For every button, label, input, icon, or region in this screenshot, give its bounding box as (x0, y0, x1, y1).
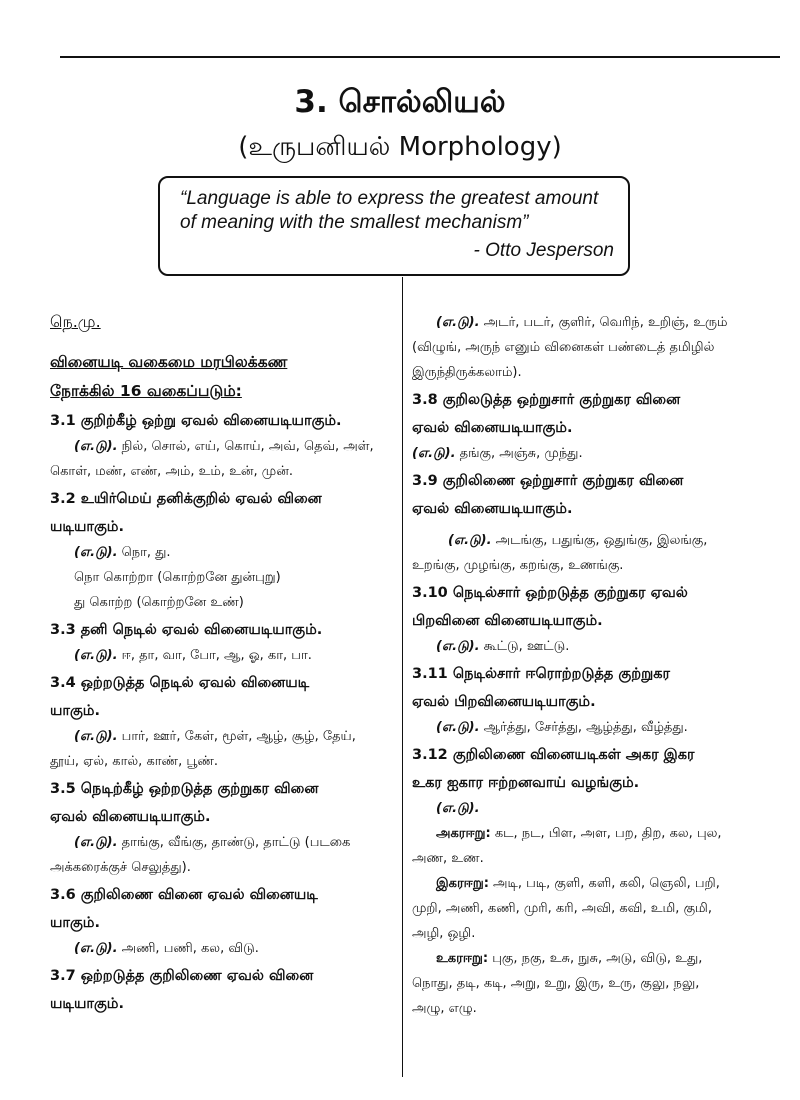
example-abbr: (எ.டு). (448, 533, 492, 548)
rule-3-5-example: தாங்கு, வீங்கு, தாண்டு, தாட்டு (படகை (117, 835, 351, 850)
rule-3-5-example-cont: அக்கரைக்குச் செலுத்து). (50, 860, 191, 875)
section-heading-line-1: வினையடி வகைமை மரபிலக்கண (50, 353, 288, 371)
section-heading-line-2: நோக்கில் 16 வகைப்படும்: (50, 382, 242, 400)
quote-author: - Otto Jesperson (473, 240, 614, 261)
quote-line-1: “Language is able to express the greatest amount (180, 188, 599, 209)
example-abbr: (எ.டு). (74, 439, 118, 454)
rule-3-7-example: அடர், படர், குளிர், வெரிந், உறிஞ், உரும் (479, 315, 728, 330)
rule-3-4-example-cont: தூய், ஏல், கால், காண், பூண். (50, 754, 219, 769)
rule-3-5-heading-cont: ஏவல் வினையடியாகும். (50, 809, 211, 825)
example-abbr: (எ.டு). (412, 446, 456, 461)
rule-3-12-heading-cont: உகர ஐகார ஈற்றனவாய் வழங்கும். (412, 775, 640, 791)
i-ending-label: இகரஈறு: (436, 876, 489, 891)
example-abbr: (எ.டு). (436, 315, 480, 330)
i-ending-example-cont: முறி, அணி, கணி, முரி, கரி, அவி, கவி, உமி, குமி, (412, 901, 712, 916)
rule-3-7-heading-cont: யடியாகும். (50, 996, 124, 1012)
a-ending-label: அகரஈறு: (436, 826, 491, 841)
epigraph-box (158, 176, 630, 276)
rule-3-9-heading: 3.9 குறிலிணை ஒற்றுசார் குற்றுகர வினை (412, 473, 684, 489)
quote-line-2: of meaning with the smallest mechanism” (180, 212, 529, 233)
rule-3-10-heading: 3.10 நெடில்சார் ஒற்றடுத்த குற்றுகர ஏவல் (412, 585, 688, 601)
left-column (50, 308, 390, 1017)
u-ending-example: புகு, நகு, உசு, நுசு, அடு, விடு, உது, (488, 951, 703, 966)
rule-3-10-example: கூட்டு, ஊட்டு. (479, 639, 570, 654)
i-ending-example-cont-2: அழி, ஒழி. (412, 926, 476, 941)
rule-3-4-heading-cont: யாகும். (50, 703, 100, 719)
rule-3-10-heading-cont: பிறவினை வினையடியாகும். (412, 613, 603, 629)
example-abbr: (எ.டு). (74, 835, 118, 850)
rule-3-2-heading: 3.2 உயிர்மெய் தனிக்குறில் ஏவல் வினை (50, 491, 322, 507)
i-ending-example: அடி, படி, குளி, களி, கலி, ஞெலி, பறி, (488, 876, 720, 891)
rule-3-2-example: நொ, து. (117, 545, 171, 560)
rule-3-6-heading: 3.6 குறிலிணை வினை ஏவல் வினையடி (50, 887, 318, 903)
rule-3-1-heading: 3.1 குறிற்கீழ் ஒற்று ஏவல் வினையடியாகும். (50, 413, 342, 429)
example-abbr: (எ.டு). (436, 801, 480, 816)
page-subtitle: (உருபனியல் Morphology) (238, 132, 562, 162)
a-ending-example: கட, நட, பிள, அள, பற, திற, கல, புல, (490, 826, 722, 841)
page-title: 3. சொல்லியல் (294, 84, 506, 120)
rule-3-7-heading: 3.7 ஒற்றடுத்த குறிலிணை ஏவல் வினை (50, 968, 314, 984)
rule-3-9-heading-cont: ஏவல் வினையடியாகும். (412, 501, 573, 517)
u-ending-label: உகரஈறு: (436, 951, 489, 966)
section-abbr: நெ.மு. (50, 312, 101, 331)
example-abbr: (எ.டு). (74, 648, 118, 663)
rule-3-2-heading-cont: யடியாகும். (50, 519, 124, 535)
rule-3-7-example-cont: (விழுங், அருந் எனும் வினைகள் பண்டைத் தமிழில் (412, 340, 715, 355)
u-ending-example-cont-2: அழு, எழு. (412, 1001, 477, 1016)
rule-3-1-example-cont: கொள், மண், எண், அம், உம், உன், முன். (50, 464, 293, 479)
rule-3-5-heading: 3.5 நெடிற்கீழ் ஒற்றடுத்த குற்றுகர வினை (50, 781, 319, 797)
rule-3-2-example-2: நொ கொற்றா (கொற்றனே துன்புறு) (74, 570, 281, 585)
rule-3-6-heading-cont: யாகும். (50, 915, 100, 931)
example-abbr: (எ.டு). (74, 545, 118, 560)
rule-3-8-example: தங்கு, அஞ்சு, முந்து. (455, 446, 583, 461)
rule-3-4-example: பார், ஊர், கேள், மூள், ஆழ், சூழ், தேய், (117, 729, 356, 744)
rule-3-11-example: ஆர்த்து, சேர்த்து, ஆழ்த்து, வீழ்த்து. (479, 720, 688, 735)
rule-3-11-heading: 3.11 நெடில்சார் ஈரொற்றடுத்த குற்றுகர (412, 666, 670, 682)
rule-3-4-heading: 3.4 ஒற்றடுத்த நெடில் ஏவல் வினையடி (50, 675, 310, 691)
example-abbr: (எ.டு). (436, 639, 480, 654)
rule-3-11-heading-cont: ஏவல் பிறவினையடியாகும். (412, 694, 596, 710)
example-abbr: (எ.டு). (74, 729, 118, 744)
u-ending-example-cont: நொது, தடி, கடி, அறு, உறு, இரு, உரு, குலு, நலு, (412, 976, 700, 991)
rule-3-9-example-cont: உறங்கு, முழங்கு, கறங்கு, உணங்கு. (412, 558, 624, 573)
column-divider (402, 277, 403, 1077)
a-ending-example-cont: அண, உண. (412, 851, 484, 866)
example-abbr: (எ.டு). (74, 941, 118, 956)
rule-3-2-example-3: து கொற்ற (கொற்றனே உண்) (74, 595, 244, 610)
rule-3-1-example: நில், சொல், எய், கொய், அவ், தெவ், அள், (117, 439, 374, 454)
rule-3-7-example-cont-2: இருந்திருக்கலாம்). (412, 365, 522, 380)
rule-3-3-example: ஈ, தா, வா, போ, ஆ, ஓ, கா, பா. (117, 648, 312, 663)
rule-3-8-heading-cont: ஏவல் வினையடியாகும். (412, 420, 573, 436)
rule-3-12-heading: 3.12 குறிலிணை வினையடிகள் அகர இகர (412, 747, 695, 763)
example-abbr: (எ.டு). (436, 720, 480, 735)
rule-3-6-example: அணி, பணி, கல, விடு. (117, 941, 259, 956)
rule-3-9-example: அடங்கு, பதுங்கு, ஒதுங்கு, இலங்கு, (491, 533, 708, 548)
rule-3-8-heading: 3.8 குறிலடுத்த ஒற்றுசார் குற்றுகர வினை (412, 392, 681, 408)
right-column (412, 310, 782, 1021)
top-rule (60, 56, 780, 58)
rule-3-3-heading: 3.3 தனி நெடில் ஏவல் வினையடியாகும். (50, 622, 323, 638)
